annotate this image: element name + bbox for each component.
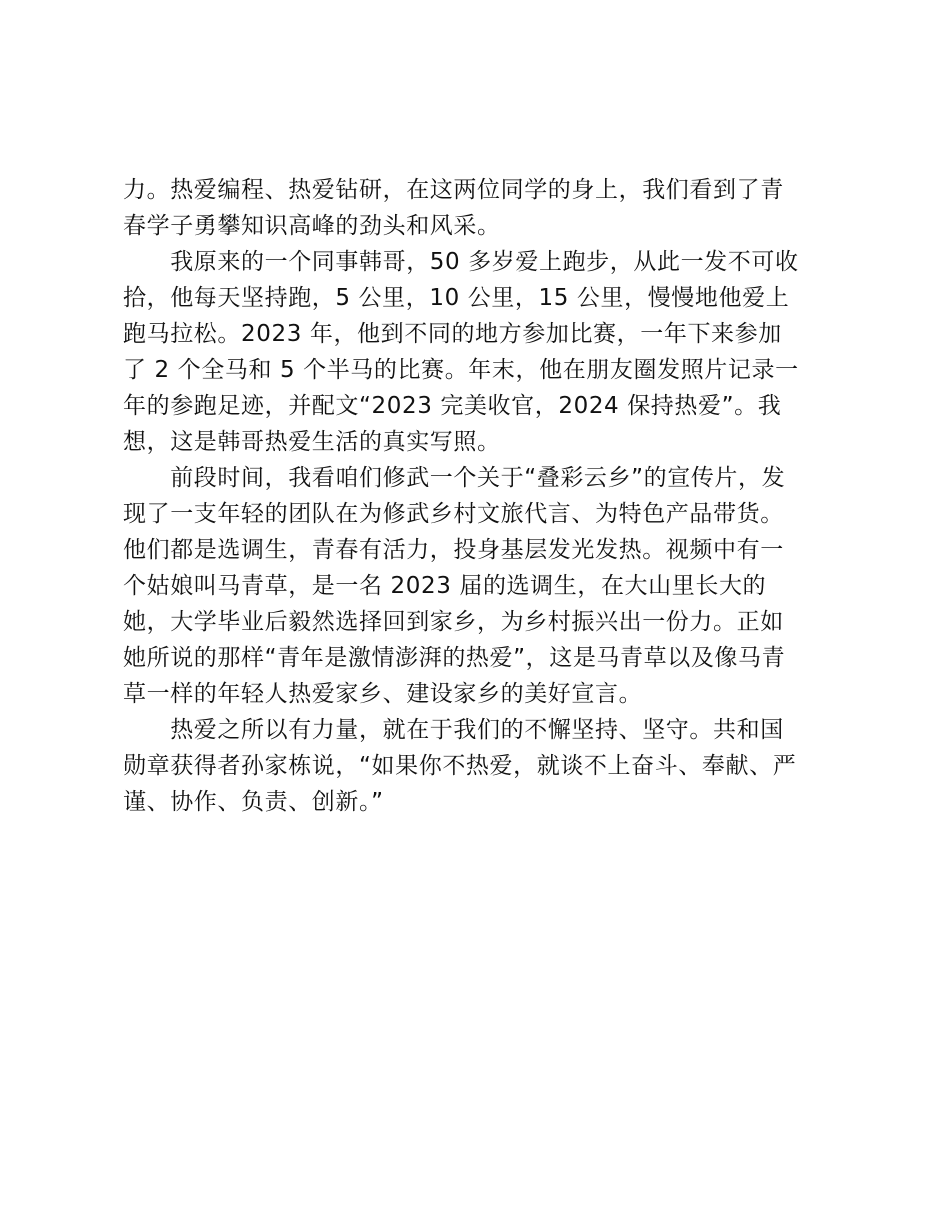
text-line: 想，这是韩哥热爱生活的真实写照。 xyxy=(123,429,501,455)
text-line: 草一样的年轻人热爱家乡、建设家乡的美好宣言。 xyxy=(123,681,643,707)
text-line: 勋章获得者孙家栋说，“如果你不热爱，就谈不上奋斗、奉献、严 xyxy=(123,753,797,779)
text-line: 拾，他每天坚持跑，5 公里，10 公里，15 公里，慢慢地他爱上 xyxy=(123,285,790,311)
text-line: 年的参跑足迹，并配文“2023 完美收官，2024 保持热爱”。我 xyxy=(123,393,782,419)
text-line: 前段时间，我看咱们修武一个关于“叠彩云乡”的宣传片，发 xyxy=(123,465,786,491)
text-line: 春学子勇攀知识高峰的劲头和风采。 xyxy=(123,213,501,239)
text-line: 热爱之所以有力量，就在于我们的不懈坚持、坚守。共和国 xyxy=(123,717,784,743)
document-body xyxy=(123,172,853,820)
text-line: 他们都是选调生，青春有活力，投身基层发光发热。视频中有一 xyxy=(123,537,784,563)
text-line: 她所说的那样“青年是激情澎湃的热爱”，这是马青草以及像马青 xyxy=(123,645,786,671)
text-line: 了 2 个全马和 5 个半马的比赛。年末，他在朋友圈发照片记录一 xyxy=(123,357,799,383)
text-line: 我原来的一个同事韩哥，50 多岁爱上跑步，从此一发不可收 xyxy=(123,249,799,275)
text-line: 她，大学毕业后毅然选择回到家乡，为乡村振兴出一份力。正如 xyxy=(123,609,784,635)
text-line: 力。热爱编程、热爱钻研，在这两位同学的身上，我们看到了青 xyxy=(123,177,784,203)
text-line: 个姑娘叫马青草，是一名 2023 届的选调生，在大山里长大的 xyxy=(123,573,767,599)
text-line: 现了一支年轻的团队在为修武乡村文旅代言、为特色产品带货。 xyxy=(123,501,784,527)
text-line: 跑马拉松。2023 年，他到不同的地方参加比赛，一年下来参加 xyxy=(123,321,782,347)
text-line: 谨、协作、负责、创新。” xyxy=(123,789,384,815)
